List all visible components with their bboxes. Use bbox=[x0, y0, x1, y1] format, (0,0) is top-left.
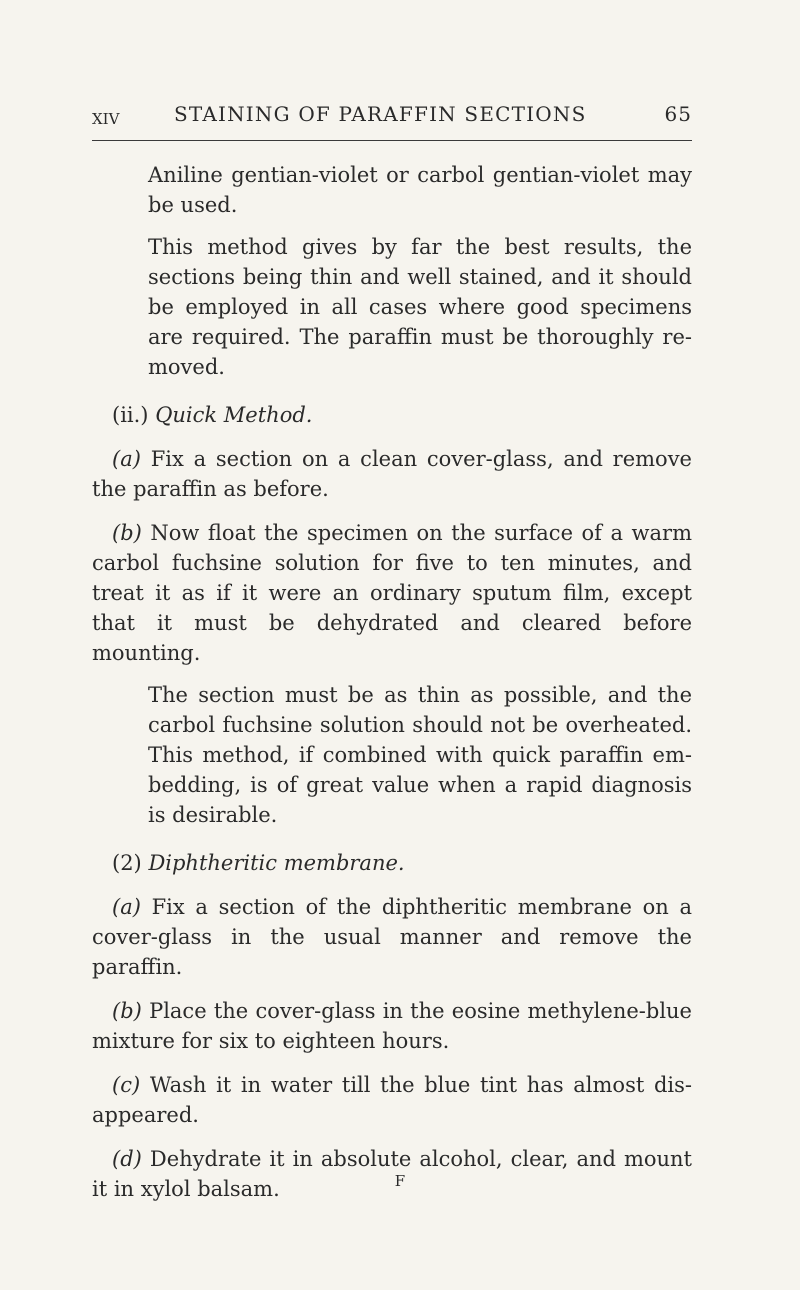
section-title: Quick Method. bbox=[155, 403, 313, 427]
step-label: (b) bbox=[112, 521, 142, 545]
page-title: STAINING OF PARAFFIN SECTIONS bbox=[174, 102, 587, 126]
step-text: Place the cover-glass in the eosine methylene-blue mixture for six to eighteen hours. bbox=[92, 999, 692, 1053]
section-number: (ii.) bbox=[112, 403, 149, 427]
step-label: (d) bbox=[112, 1147, 142, 1171]
step-text: Fix a section of the diphtheritic membrane on a cover-glass in the usual manner and remove the paraffin. bbox=[92, 895, 692, 979]
step-text: Fix a section on a clean cover-glass, and remove the paraffin as before. bbox=[92, 447, 692, 501]
step-label: (a) bbox=[112, 447, 141, 471]
page-number: 65 bbox=[664, 102, 692, 126]
section-number: (2) bbox=[112, 851, 142, 875]
chapter-number: XIV bbox=[92, 110, 120, 128]
step-text: Dehydrate it in absolute alcohol, clear, and mount it in xylol balsam. bbox=[92, 1147, 692, 1201]
step-c bbox=[92, 1070, 692, 1130]
step-a bbox=[92, 892, 692, 982]
section-heading-diphtheritic bbox=[92, 848, 692, 878]
body-text bbox=[92, 160, 692, 1204]
paragraph-aniline-note: Aniline gentian-violet or carbol gentian-violet may be used. bbox=[148, 163, 692, 217]
step-label: (c) bbox=[112, 1073, 141, 1097]
header-rule bbox=[92, 140, 692, 141]
running-head bbox=[92, 102, 692, 132]
signature-mark: F bbox=[394, 1172, 406, 1190]
step-label: (b) bbox=[112, 999, 142, 1023]
step-a bbox=[92, 444, 692, 504]
step-b bbox=[92, 518, 692, 668]
paragraph-method-note: This method gives by far the best results, the sections being thin and well stained, and it should be employed in all cases where good specimens are required. The paraffin must be thoroughly re- moved. bbox=[148, 235, 692, 379]
paragraph-section-note: The section must be as thin as possible, and the carbol fuchsine solution should not be overheated. This method, if combined with quick paraffin em- bedding, is of great value when a rapid diagnosis is desirable. bbox=[148, 683, 692, 827]
step-text: Wash it in water till the blue tint has almost dis- appeared. bbox=[92, 1073, 692, 1127]
step-label: (a) bbox=[112, 895, 141, 919]
step-b bbox=[92, 996, 692, 1056]
section-heading-quick-method bbox=[92, 400, 692, 430]
step-text: Now float the specimen on the surface of a warm carbol fuchsine solution for five to ten minutes, and treat it as if it were an ordinary sputum film, except that it must be dehydrated and cleared before mounting. bbox=[92, 521, 692, 665]
section-title: Diphtheritic membrane. bbox=[148, 851, 405, 875]
